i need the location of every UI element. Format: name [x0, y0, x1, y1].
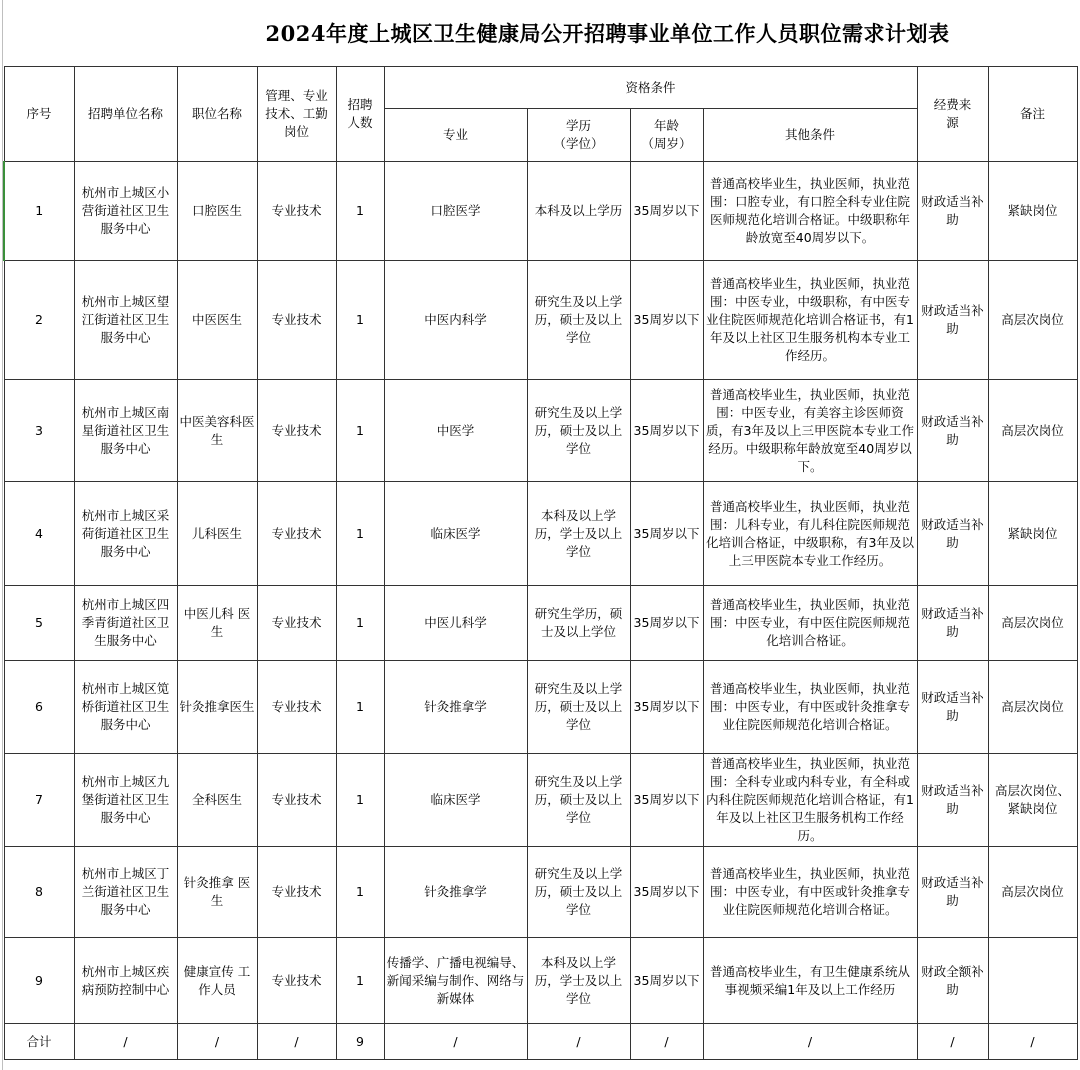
- header-education: 学历 （学位）: [527, 109, 630, 162]
- header-seq: 序号: [4, 67, 74, 162]
- total-category: /: [257, 1024, 336, 1060]
- row-major: 针灸推拿学: [384, 847, 527, 938]
- page-title: 2024年度上城区卫生健康局公开招聘事业单位工作人员职位需求计划表: [265, 21, 950, 46]
- row-other: 普通高校毕业生，执业医师，执业范围：中医专业，中级职称，有中医专业住院医师规范化培训合格证书，有1年及以上社区卫生服务机构本专业工作经历。: [703, 261, 917, 380]
- row-education: 研究生及以上学历，硕士及以上学位: [527, 754, 630, 847]
- row-education: 研究生学历，硕士及以上学位: [527, 586, 630, 661]
- row-education: 本科及以上学历: [527, 162, 630, 261]
- row-unit: 杭州市上城区望江街道社区卫生服务中心: [74, 261, 177, 380]
- row-education: 研究生及以上学历，硕士及以上学位: [527, 661, 630, 754]
- header-other: 其他条件: [703, 109, 917, 162]
- row-unit: 杭州市上城区小营街道社区卫生服务中心: [74, 162, 177, 261]
- row-seq: 5: [4, 586, 74, 661]
- row-category: 专业技术: [257, 162, 336, 261]
- row-education: 研究生及以上学历，硕士及以上学位: [527, 261, 630, 380]
- row-remark: 紧缺岗位: [988, 482, 1077, 586]
- row-seq: 9: [4, 938, 74, 1024]
- row-other: 普通高校毕业生，执业医师，执业范围：中医专业，有中医或针灸推拿专业住院医师规范化培训合格证。: [703, 847, 917, 938]
- row-other: 普通高校毕业生，执业医师，执业范围：儿科专业，有儿科住院医师规范化培训合格证，中级职称，有3年及以上三甲医院本专业工作经历。: [703, 482, 917, 586]
- row-age: 35周岁以下: [630, 661, 703, 754]
- header-count: 招聘人数: [336, 67, 384, 162]
- row-position: 针灸推拿 医生: [177, 847, 257, 938]
- table-row: [4, 261, 1077, 380]
- row-unit: 杭州市上城区丁兰街道社区卫生服务中心: [74, 847, 177, 938]
- table-row: [4, 661, 1077, 754]
- row-remark: [988, 938, 1077, 1024]
- row-funding: 财政全额补助: [917, 938, 988, 1024]
- row-position: 口腔医生: [177, 162, 257, 261]
- row-major: 口腔医学: [384, 162, 527, 261]
- row-count: 1: [336, 847, 384, 938]
- total-row: [4, 1024, 1077, 1060]
- row-remark: 紧缺岗位: [988, 162, 1077, 261]
- table-row: [4, 380, 1077, 482]
- row-count: 1: [336, 380, 384, 482]
- row-age: 35周岁以下: [630, 938, 703, 1024]
- row-count: 1: [336, 482, 384, 586]
- recruitment-table: [3, 66, 1078, 1060]
- table-row: [4, 162, 1077, 261]
- row-remark: 高层次岗位: [988, 380, 1077, 482]
- row-seq: 1: [4, 162, 74, 261]
- row-unit: 杭州市上城区四季青街道社区卫生服务中心: [74, 586, 177, 661]
- row-position: 全科医生: [177, 754, 257, 847]
- row-category: 专业技术: [257, 586, 336, 661]
- row-remark: 高层次岗位: [988, 661, 1077, 754]
- row-education: 研究生及以上学历，硕士及以上学位: [527, 380, 630, 482]
- row-remark: 高层次岗位: [988, 847, 1077, 938]
- table-row: [4, 938, 1077, 1024]
- row-age: 35周岁以下: [630, 162, 703, 261]
- row-funding: 财政适当补助: [917, 754, 988, 847]
- row-category: 专业技术: [257, 661, 336, 754]
- total-other: /: [703, 1024, 917, 1060]
- header-position: 职位名称: [177, 67, 257, 162]
- row-position: 儿科医生: [177, 482, 257, 586]
- row-position: 中医儿科 医生: [177, 586, 257, 661]
- row-other: 普通高校毕业生，执业医师，执业范围：口腔专业，有口腔全科专业住院医师规范化培训合格证。中级职称年龄放宽至40周岁以下。: [703, 162, 917, 261]
- header-major: 专业: [384, 109, 527, 162]
- row-count: 1: [336, 162, 384, 261]
- header-remark: 备注: [988, 67, 1077, 162]
- total-age: /: [630, 1024, 703, 1060]
- table-row: [4, 586, 1077, 661]
- row-count: 1: [336, 586, 384, 661]
- row-other: 普通高校毕业生，有卫生健康系统从事视频采编1年及以上工作经历: [703, 938, 917, 1024]
- row-count: 1: [336, 661, 384, 754]
- header-row: [4, 67, 1077, 109]
- row-education: 本科及以上学历，学士及以上学位: [527, 938, 630, 1024]
- row-remark: 高层次岗位、紧缺岗位: [988, 754, 1077, 847]
- header-qualification: 资格条件: [384, 67, 917, 109]
- row-remark: 高层次岗位: [988, 586, 1077, 661]
- row-position: 针灸推拿医生: [177, 661, 257, 754]
- row-category: 专业技术: [257, 380, 336, 482]
- header-age: 年龄 （周岁）: [630, 109, 703, 162]
- row-seq: 6: [4, 661, 74, 754]
- row-funding: 财政适当补助: [917, 482, 988, 586]
- table-row: [4, 754, 1077, 847]
- header-funding: 经费来源: [917, 67, 988, 162]
- row-age: 35周岁以下: [630, 586, 703, 661]
- row-major: 临床医学: [384, 482, 527, 586]
- row-category: 专业技术: [257, 938, 336, 1024]
- total-funding: /: [917, 1024, 988, 1060]
- row-funding: 财政适当补助: [917, 847, 988, 938]
- row-unit: 杭州市上城区疾病预防控制中心: [74, 938, 177, 1024]
- total-count: 9: [336, 1024, 384, 1060]
- row-position: 中医医生: [177, 261, 257, 380]
- total-position: /: [177, 1024, 257, 1060]
- row-age: 35周岁以下: [630, 380, 703, 482]
- row-seq: 3: [4, 380, 74, 482]
- row-major: 中医内科学: [384, 261, 527, 380]
- row-education: 研究生及以上学历，硕士及以上学位: [527, 847, 630, 938]
- row-funding: 财政适当补助: [917, 261, 988, 380]
- row-category: 专业技术: [257, 754, 336, 847]
- row-seq: 8: [4, 847, 74, 938]
- total-unit: /: [74, 1024, 177, 1060]
- total-major: /: [384, 1024, 527, 1060]
- header-unit: 招聘单位名称: [74, 67, 177, 162]
- table-row: [4, 482, 1077, 586]
- row-major: 临床医学: [384, 754, 527, 847]
- row-age: 35周岁以下: [630, 261, 703, 380]
- row-age: 35周岁以下: [630, 482, 703, 586]
- row-unit: 杭州市上城区九堡街道社区卫生服务中心: [74, 754, 177, 847]
- row-funding: 财政适当补助: [917, 661, 988, 754]
- row-other: 普通高校毕业生，执业医师，执业范围：中医专业，有中医住院医师规范化培训合格证。: [703, 586, 917, 661]
- row-seq: 2: [4, 261, 74, 380]
- row-seq: 7: [4, 754, 74, 847]
- row-count: 1: [336, 754, 384, 847]
- row-major: 中医学: [384, 380, 527, 482]
- row-major: 中医儿科学: [384, 586, 527, 661]
- total-label: 合计: [4, 1024, 74, 1060]
- row-funding: 财政适当补助: [917, 586, 988, 661]
- row-unit: 杭州市上城区采荷街道社区卫生服务中心: [74, 482, 177, 586]
- row-education: 本科及以上学历，学士及以上学位: [527, 482, 630, 586]
- total-education: /: [527, 1024, 630, 1060]
- row-position: 健康宣传 工作人员: [177, 938, 257, 1024]
- row-seq: 4: [4, 482, 74, 586]
- row-age: 35周岁以下: [630, 754, 703, 847]
- row-category: 专业技术: [257, 847, 336, 938]
- row-funding: 财政适当补助: [917, 380, 988, 482]
- row-other: 普通高校毕业生，执业医师，执业范围：中医专业，有中医或针灸推拿专业住院医师规范化培训合格证。: [703, 661, 917, 754]
- row-other: 普通高校毕业生，执业医师，执业范围：中医专业，有美容主诊医师资质，有3年及以上三甲医院本专业工作经历。中级职称年龄放宽至40周岁以下。: [703, 380, 917, 482]
- row-unit: 杭州市上城区笕桥街道社区卫生服务中心: [74, 661, 177, 754]
- row-count: 1: [336, 261, 384, 380]
- row-major: 针灸推拿学: [384, 661, 527, 754]
- row-remark: 高层次岗位: [988, 261, 1077, 380]
- row-major: 传播学、广播电视编导、新闻采编与制作、网络与新媒体: [384, 938, 527, 1024]
- row-funding: 财政适当补助: [917, 162, 988, 261]
- row-count: 1: [336, 938, 384, 1024]
- row-category: 专业技术: [257, 482, 336, 586]
- header-category: 管理、专业技术、工勤岗位: [257, 67, 336, 162]
- total-remark: /: [988, 1024, 1077, 1060]
- row-position: 中医美容科医生: [177, 380, 257, 482]
- row-category: 专业技术: [257, 261, 336, 380]
- row-other: 普通高校毕业生，执业医师，执业范围：全科专业或内科专业，有全科或内科住院医师规范化培训合格证，有1年及以上社区卫生服务机构工作经历。: [703, 754, 917, 847]
- row-age: 35周岁以下: [630, 847, 703, 938]
- row-unit: 杭州市上城区南星街道社区卫生服务中心: [74, 380, 177, 482]
- table-row: [4, 847, 1077, 938]
